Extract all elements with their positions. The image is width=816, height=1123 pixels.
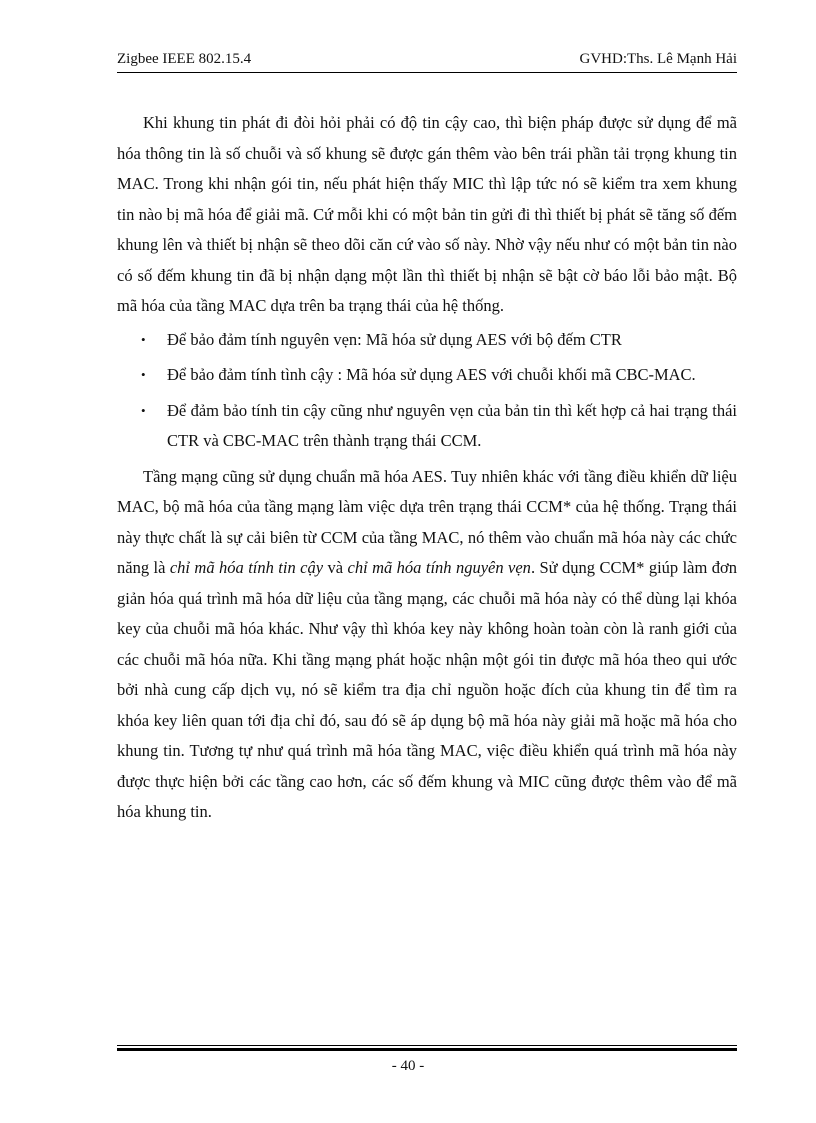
list-item-text: Để bảo đảm tính nguyên vẹn: Mã hóa sử dụng AES với bộ đếm CTR [167, 329, 622, 349]
bullet-icon: • [141, 331, 146, 347]
list-item-text: Để đảm bảo tính tin cậy cũng như nguyên vẹn của bản tin thì kết hợp cả hai trạng thái CTR và CBC-MAC trên thành trạng thái CCM. [167, 400, 737, 450]
list-item-text: Để bảo đảm tính tình cậy : Mã hóa sử dụng AES với chuỗi khối mã CBC-MAC. [167, 365, 696, 384]
header-supervisor: GVHD:Ths. Lê Mạnh Hải [579, 51, 737, 67]
paragraph-2-part-2: và [323, 558, 348, 577]
page-number: - 40 - [391, 1058, 425, 1074]
bullet-list [117, 325, 737, 457]
paragraph-2-italic-2: chỉ mã hóa tính nguyên vẹn [347, 558, 531, 577]
list-item [117, 396, 737, 457]
footer-rule-thin [117, 1045, 737, 1046]
footer-rule-thick [117, 1048, 737, 1051]
paragraph-2-part-3: . Sử dụng CCM* giúp làm đơn giản hóa quá trình mã hóa dữ liệu của tầng mạng, các chuỗi mã hóa này có thể dùng lại khóa key của chuỗi mã hóa khác. Như vậy thì khóa key này không hoàn toàn còn là ranh giới của các chuỗi mã hóa nữa. Khi tầng mạng phát hoặc nhận một gói tin được mã hóa theo qui ước bởi nhà cung cấp dịch vụ, nó sẽ kiểm tra địa chỉ nguồn hoặc đích của khung tin để tìm ra khóa key liên quan tới địa chỉ đó, sau đó sẽ áp dụng bộ mã hóa này giải mã hoặc mã hóa cho khung tin. Tương tự như quá trình mã hóa tầng MAC, việc điều khiển quá trình mã hóa này được thực hiện bởi các tầng cao hơn, các số đếm khung và MIC cũng được thêm vào để mã hóa khung tin. [117, 558, 737, 821]
paragraph-2-part-1: Tầng mạng cũng sử dụng chuẩn mã hóa AES. Tuy nhiên khác với tầng điều khiển dữ liệu MAC, bộ mã hóa của tầng mạng làm việc dựa trên trạng thái CCM* của hệ thống. Trạng thái này thực chất là sự cải biên từ CCM của tầng MAC, nó thêm vào chuẩn mã hóa này các chức năng là [117, 466, 737, 577]
paragraph-2 [117, 462, 737, 828]
header-title: Zigbee IEEE 802.15.4 [117, 51, 252, 67]
paragraph-2-italic-1: chỉ mã hóa tính tin cậy [169, 558, 324, 577]
document-body [117, 108, 737, 828]
bullet-icon: • [141, 367, 146, 382]
bullet-icon: • [141, 402, 146, 418]
header-rule [117, 72, 737, 75]
list-item [117, 360, 737, 391]
list-item [117, 325, 737, 356]
paragraph-1: Khi khung tin phát đi đòi hỏi phải có độ tin cậy cao, thì biện pháp được sử dụng để mã hóa thông tin là số chuỗi và số khung sẽ được gán thêm vào bên trái phần tải trọng khung tin MAC. Trong khi nhận gói tin, nếu phát hiện thấy MIC thì lập tức nó sẽ kiểm tra xem khung tin nào bị mã hóa để giải mã. Cứ mỗi khi có một bản tin gửi đi thì thiết bị phát sẽ tăng số đếm khung lên và thiết bị nhận sẽ theo dõi căn cứ vào số này. Nhờ vậy nếu như có một bản tin nào có số đếm khung tin đã bị nhận dạng một lần thì thiết bị nhận sẽ bật cờ báo lỗi bảo mật. Bộ mã hóa của tầng MAC dựa trên ba trạng thái của hệ thống. [117, 113, 737, 315]
footer-rule [117, 1045, 737, 1051]
